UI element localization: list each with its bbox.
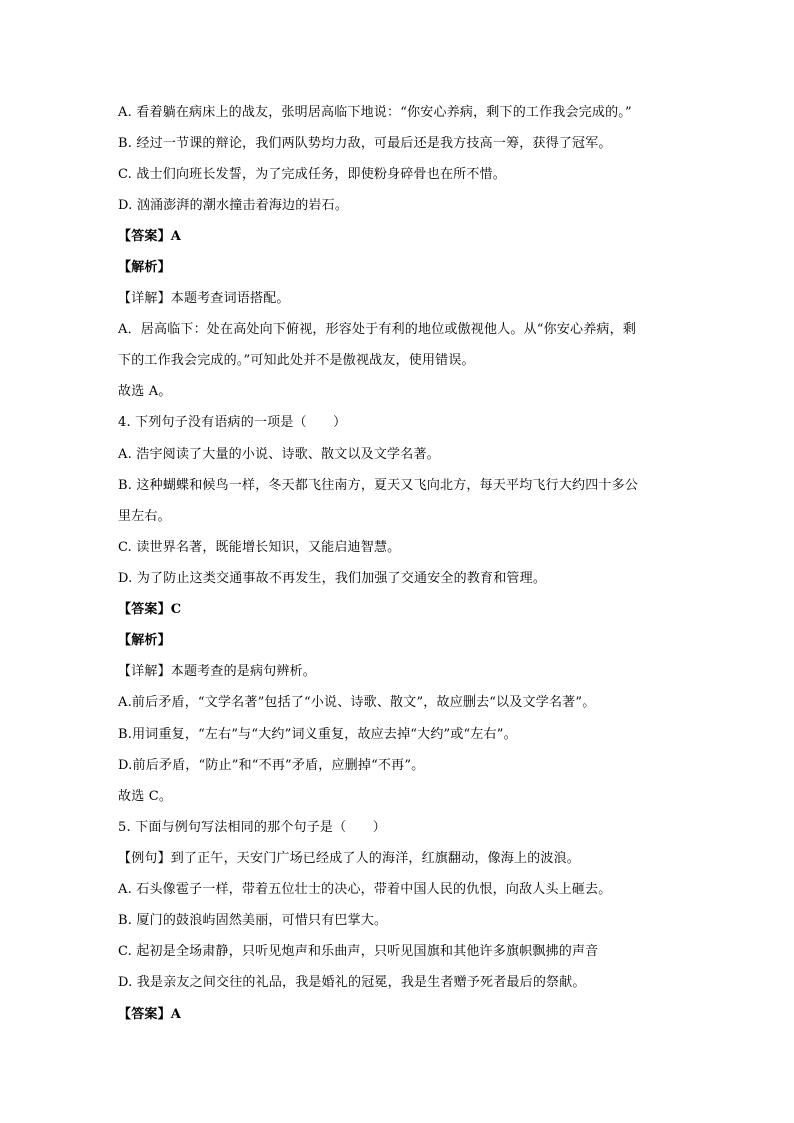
analysis-heading: 【解析】 bbox=[118, 633, 171, 648]
option-line: D. 汹涌澎湃的潮水撞击着海边的岩石。 bbox=[118, 198, 349, 213]
explanation-line: D.前后矛盾，“防止”和“不再”矛盾，应删掉“不再”。 bbox=[118, 758, 425, 773]
question-line: 4. 下列句子没有语病的一项是（ ） bbox=[118, 415, 347, 430]
option-line: C. 起初是全场肃静，只听见炮声和乐曲声，只听见国旗和其他许多旗帜飘拂的声音 bbox=[118, 944, 599, 959]
option-line: C. 读世界名著，既能增长知识，又能启迪智慧。 bbox=[118, 540, 401, 555]
explanation-line: A.前后矛盾，“文学名著”包括了“小说、诗歌、散文”，故应删去“以及文学名著”。 bbox=[118, 695, 596, 710]
explanation-line: A．居高临下：处在高处向下俯视，形容处于有利的地位或傲视他人。从“你安心养病，剩 bbox=[118, 322, 637, 337]
option-line: A. 石头像雹子一样，带着五位壮士的决心，带着中国人民的仇恨，向敌人头上砸去。 bbox=[118, 882, 612, 897]
answer-line: 【答案】A bbox=[118, 1007, 182, 1022]
option-line: D. 我是亲友之间交往的礼品，我是婚礼的冠冕，我是生者赠予死者最后的祭献。 bbox=[118, 975, 586, 990]
answer-line: 【答案】C bbox=[118, 602, 182, 617]
option-line: 里左右。 bbox=[118, 509, 171, 524]
explanation-line: 下的工作我会完成的。”可知此处并不是傲视战友，使用错误。 bbox=[118, 353, 475, 368]
option-line: A. 看着躺在病床上的战友，张明居高临下地说：“你安心养病，剩下的工作我会完成的。” bbox=[118, 105, 632, 120]
option-line: B. 经过一节课的辩论，我们两队势均力敌，可最后还是我方技高一筹，获得了冠军。 bbox=[118, 136, 612, 151]
example-line: 【例句】到了正午，天安门广场已经成了人的海洋，红旗翻动，像海上的波浪。 bbox=[118, 851, 581, 866]
analysis-heading: 【解析】 bbox=[118, 260, 171, 275]
option-line: C. 战士们向班长发誓，为了完成任务，即使粉身碎骨也在所不惜。 bbox=[118, 167, 506, 182]
question-line: 5. 下面与例句写法相同的那个句子是（ ） bbox=[118, 820, 386, 835]
detail-line: 【详解】本题考查词语搭配。 bbox=[118, 291, 290, 306]
option-line: B. 这种蝴蝶和候鸟一样，冬天都飞往南方，夏天又飞向北方，每天平均飞行大约四十多公 bbox=[118, 478, 639, 493]
detail-line: 【详解】本题考查的是病句辨析。 bbox=[118, 664, 317, 679]
option-line: D. 为了防止这类交通事故不再发生，我们加强了交通安全的教育和管理。 bbox=[118, 571, 547, 586]
option-line: B. 厦门的鼓浪屿固然美丽，可惜只有巴掌大。 bbox=[118, 913, 388, 928]
explanation-line: B.用词重复，“左右”与“大约”词义重复，故应去掉“大约”或“左右”。 bbox=[118, 727, 517, 742]
option-line: A. 浩宇阅读了大量的小说、诗歌、散文以及文学名著。 bbox=[118, 447, 440, 462]
answer-line: 【答案】A bbox=[118, 229, 182, 244]
conclusion-line: 故选 A。 bbox=[118, 384, 172, 399]
conclusion-line: 故选 C。 bbox=[118, 789, 173, 804]
